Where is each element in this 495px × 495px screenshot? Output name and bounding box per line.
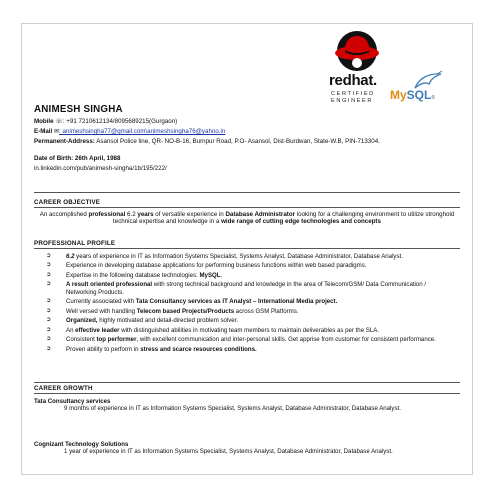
candidate-name: ANIMESH SINGHA <box>34 104 123 115</box>
list-item: ➲ Experience in developing database applications for performing business functions within web based paradigms. <box>46 262 367 270</box>
header-divider <box>34 192 460 193</box>
arrow-bullet-icon: ➲ <box>46 298 52 305</box>
arrow-bullet-icon: ➲ <box>46 262 52 269</box>
mysql-logo: MySQL® <box>390 88 436 102</box>
arrow-bullet-icon: ➲ <box>46 317 52 324</box>
company-name: Cognizant Technology Solutions <box>34 441 129 448</box>
phone-icon: ☏ <box>55 119 63 125</box>
career-objective-heading: CAREER OBJECTIVE <box>34 199 101 206</box>
arrow-bullet-icon: ➲ <box>46 281 52 288</box>
list-item: ➲ Currently associated with Tata Consultancy services as IT Analyst – International Media project. <box>46 298 338 306</box>
list-item: ➲ Consistent top performer, with excellent communication and inter-personal skills. Get apprise from customer for consistent performance. <box>46 336 436 344</box>
list-item: ➲ Proven ability to perform in stress and scarce resources conditions. <box>46 345 257 353</box>
professional-profile-divider <box>34 248 460 249</box>
career-entry-desc: 1 year of experience in IT as Information Systems Specialist, Systems Analyst, Database Administrator, Database Analyst. <box>64 448 393 456</box>
arrow-bullet-icon: ➲ <box>46 253 52 259</box>
mysql-dolphin-icon <box>411 70 445 90</box>
list-item: ➲ An effective leader with distinguished abilities in motivating team members to maintain deliverables as per the SLA. <box>46 326 379 334</box>
list-item: ➲ A result oriented professional with strong technical background and knowledge in the area of Telecom/GSM/ Data Communication / Networking Products. <box>46 281 427 296</box>
career-growth-heading: CAREER GROWTH <box>34 385 93 392</box>
address-line: Permanent-Address: Asansol Police line, QR- NO-B-16, Burnpur Road, P.O- Asansol, Dist-Burdwan, State-W.B, PIN-713304. <box>34 138 380 145</box>
redhat-wordmark: redhat. <box>329 72 377 89</box>
career-growth-top-divider <box>34 382 460 383</box>
arrow-bullet-icon: ➲ <box>46 271 52 278</box>
email-icon: ✉ <box>53 129 59 135</box>
career-entry-desc: 9 months of experience in IT as Information Systems Specialist, Systems Analyst, Database Administrator, Database Analyst. <box>64 405 401 413</box>
dob-line: Date of Birth: 26th April, 1988 <box>34 155 121 162</box>
career-objective-text: An accomplished professional 6.2 years of versatile experience in Database Administrator looking for a challenging environment to utilize stronghold technical expertise and knowledge in a wide range of cutting edge technologies and concepts <box>39 211 455 226</box>
career-growth-divider <box>34 393 460 394</box>
email-link[interactable]: : animeshsingha77@gmail.com\animeshsingha76@yahoo.in <box>59 128 226 135</box>
linkedin-url[interactable]: in.linkedin.com/pub/animesh-singha/1b/195/222/ <box>34 165 167 172</box>
arrow-bullet-icon: ➲ <box>46 345 52 352</box>
career-entry <box>34 398 460 413</box>
redhat-hat-icon <box>327 30 387 72</box>
career-entry <box>34 441 460 456</box>
company-name: Tata Consultancy services <box>34 398 111 405</box>
mobile-line: Mobile ☏: +91 7210612134/8095689215(Gurgaon) <box>34 118 178 125</box>
professional-profile-list <box>46 253 456 355</box>
arrow-bullet-icon: ➲ <box>46 326 52 333</box>
list-item: ➲ 6.2 years of experience in IT as Information Systems Specialist, Systems Analyst, Database Administrator, Database Analyst. <box>46 253 403 260</box>
list-item: ➲ Expertise in the following database technologies: MySQL. <box>46 271 223 279</box>
certification-logos <box>327 30 457 110</box>
professional-profile-heading: PROFESSIONAL PROFILE <box>34 240 116 247</box>
arrow-bullet-icon: ➲ <box>46 336 52 343</box>
list-item: ➲ Organized, highly motivated and detail-directed problem solver. <box>46 317 239 325</box>
career-objective-divider <box>34 207 460 208</box>
email-line: E-Mail ✉: animeshsingha77@gmail.com\animeshsingha76@yahoo.in <box>34 128 226 135</box>
arrow-bullet-icon: ➲ <box>46 307 52 314</box>
redhat-certified-engineer: CERTIFIED ENGINEER <box>331 91 375 104</box>
list-item: ➲ Well versed with handling Telecom based Projects/Products across GSM Platforms. <box>46 307 299 315</box>
